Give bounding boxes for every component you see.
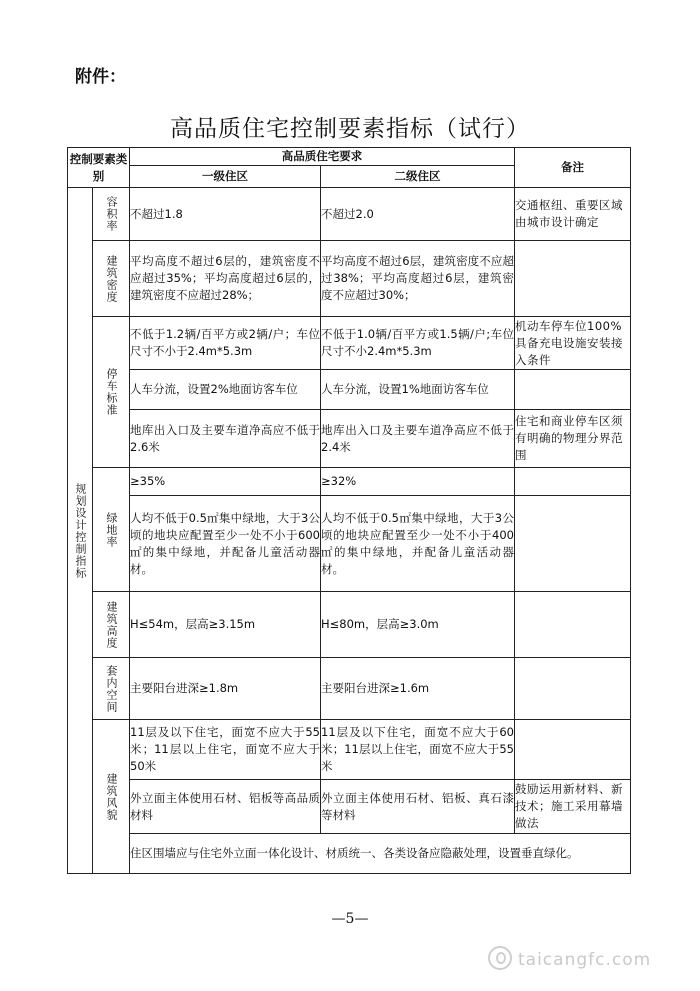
density-label-cell (93, 241, 130, 317)
density-level2: 平均高度不超过6层，建筑密度不应超过38%；平均高度超过6层，建筑密度不应超过30%； (321, 241, 515, 317)
parking-r1-level2: 不低于1.0辆/百平方或1.5辆/户;车位尺寸不小2.4m*5.3m (321, 317, 515, 370)
style-r3-merged: 住区围墙应与住宅外立面一体化设计、材质统一、各类设备应隐蔽处理，设置垂直绿化。 (130, 834, 631, 874)
far-level2: 不超过2.0 (321, 188, 515, 241)
style-r1-note (515, 720, 631, 780)
group-label: 规划设计控制指标 (74, 482, 87, 579)
parking-r2-level1: 人车分流，设置2%地面访客车位 (130, 370, 321, 410)
style-r2-level1: 外立面主体使用石材、铝板等高品质材料 (130, 780, 321, 834)
header-level1: 一级住区 (130, 166, 321, 188)
page-number: —5— (331, 911, 369, 927)
density-label: 建筑密度 (105, 254, 118, 303)
height-label: 建筑高度 (105, 600, 118, 649)
space-note (515, 658, 631, 720)
watermark (488, 946, 651, 970)
indicator-table (67, 147, 631, 874)
height-level2: H≤80m，层高≥3.0m (321, 592, 515, 658)
parking-r2-note (515, 370, 631, 410)
header-level2: 二级住区 (321, 166, 515, 188)
density-note (515, 241, 631, 317)
style-r1-level2: 11层及以下住宅，面宽不应大于60米；11层以上住宅，面宽不应大于55米 (321, 720, 515, 780)
green-r1-note (515, 468, 631, 496)
header-category: 控制要素类别 (68, 148, 130, 188)
group-label-cell (68, 188, 93, 874)
far-note: 交通枢纽、重要区域由城市设计确定 (515, 188, 631, 241)
parking-r1-level1: 不低于1.2辆/百平方或2辆/户；车位尺寸不小于2.4m*5.3m (130, 317, 321, 370)
header-remarks: 备注 (515, 148, 631, 188)
parking-label: 停车标准 (105, 368, 118, 416)
green-r2-level1: 人均不低于0.5㎡集中绿地，大于3公顷的地块应配置至少一处不小于600㎡的集中绿地，并配备儿童活动器材。 (130, 496, 321, 592)
style-label: 建筑风貌 (105, 772, 118, 821)
parking-r3-level2: 地库出入口及主要车道净高应不低于2.4米 (321, 410, 515, 468)
space-level1: 主要阳台进深≥1.8m (130, 658, 321, 720)
parking-r3-note: 住宅和商业停车区须有明确的物理分界范围 (515, 410, 631, 468)
space-label: 套内空间 (105, 664, 118, 713)
header-requirements: 高品质住宅要求 (130, 148, 515, 166)
green-r2-level2: 人均不低于0.5㎡集中绿地，大于3公顷的地块应配置至少一处不小于400㎡的集中绿地，并配备儿童活动器材。 (321, 496, 515, 592)
green-r1-level2: ≥32% (321, 468, 515, 496)
attachment-label: 附件： (75, 67, 126, 87)
far-label: 容积率 (105, 196, 118, 232)
density-level1: 平均高度不超过6层的，建筑密度不应超过35%；平均高度超过6层的，建筑密度不应超过28%； (130, 241, 321, 317)
green-r2-note (515, 496, 631, 592)
far-label-cell (93, 188, 130, 241)
watermark-logo-icon (488, 946, 512, 970)
parking-r3-level1: 地库出入口及主要车道净高应不低于2.6米 (130, 410, 321, 468)
parking-r1-note: 机动车停车位100%具备充电设施安装接入条件 (515, 317, 631, 370)
height-note (515, 592, 631, 658)
parking-r2-level2: 人车分流，设置1%地面访客车位 (321, 370, 515, 410)
green-label-cell (93, 468, 130, 592)
far-level1: 不超过1.8 (130, 188, 321, 241)
green-label: 绿地率 (105, 511, 118, 548)
style-r1-level1: 11层及以下住宅，面宽不应大于55米；11层以上住宅，面宽不应大于50米 (130, 720, 321, 780)
style-label-cell (93, 720, 130, 874)
space-label-cell (93, 658, 130, 720)
green-r1-level1: ≥35% (130, 468, 321, 496)
watermark-text: taicangfc.com (518, 950, 652, 970)
space-level2: 主要阳台进深≥1.6m (321, 658, 515, 720)
document-title: 高品质住宅控制要素指标（试行） (170, 116, 530, 142)
style-r2-note: 鼓励运用新材料、新技术；施工采用幕墙做法 (515, 780, 631, 834)
height-label-cell (93, 592, 130, 658)
parking-label-cell (93, 317, 130, 468)
style-r2-level2: 外立面主体使用石材、铝板、真石漆等材料 (321, 780, 515, 834)
height-level1: H≤54m，层高≥3.15m (130, 592, 321, 658)
